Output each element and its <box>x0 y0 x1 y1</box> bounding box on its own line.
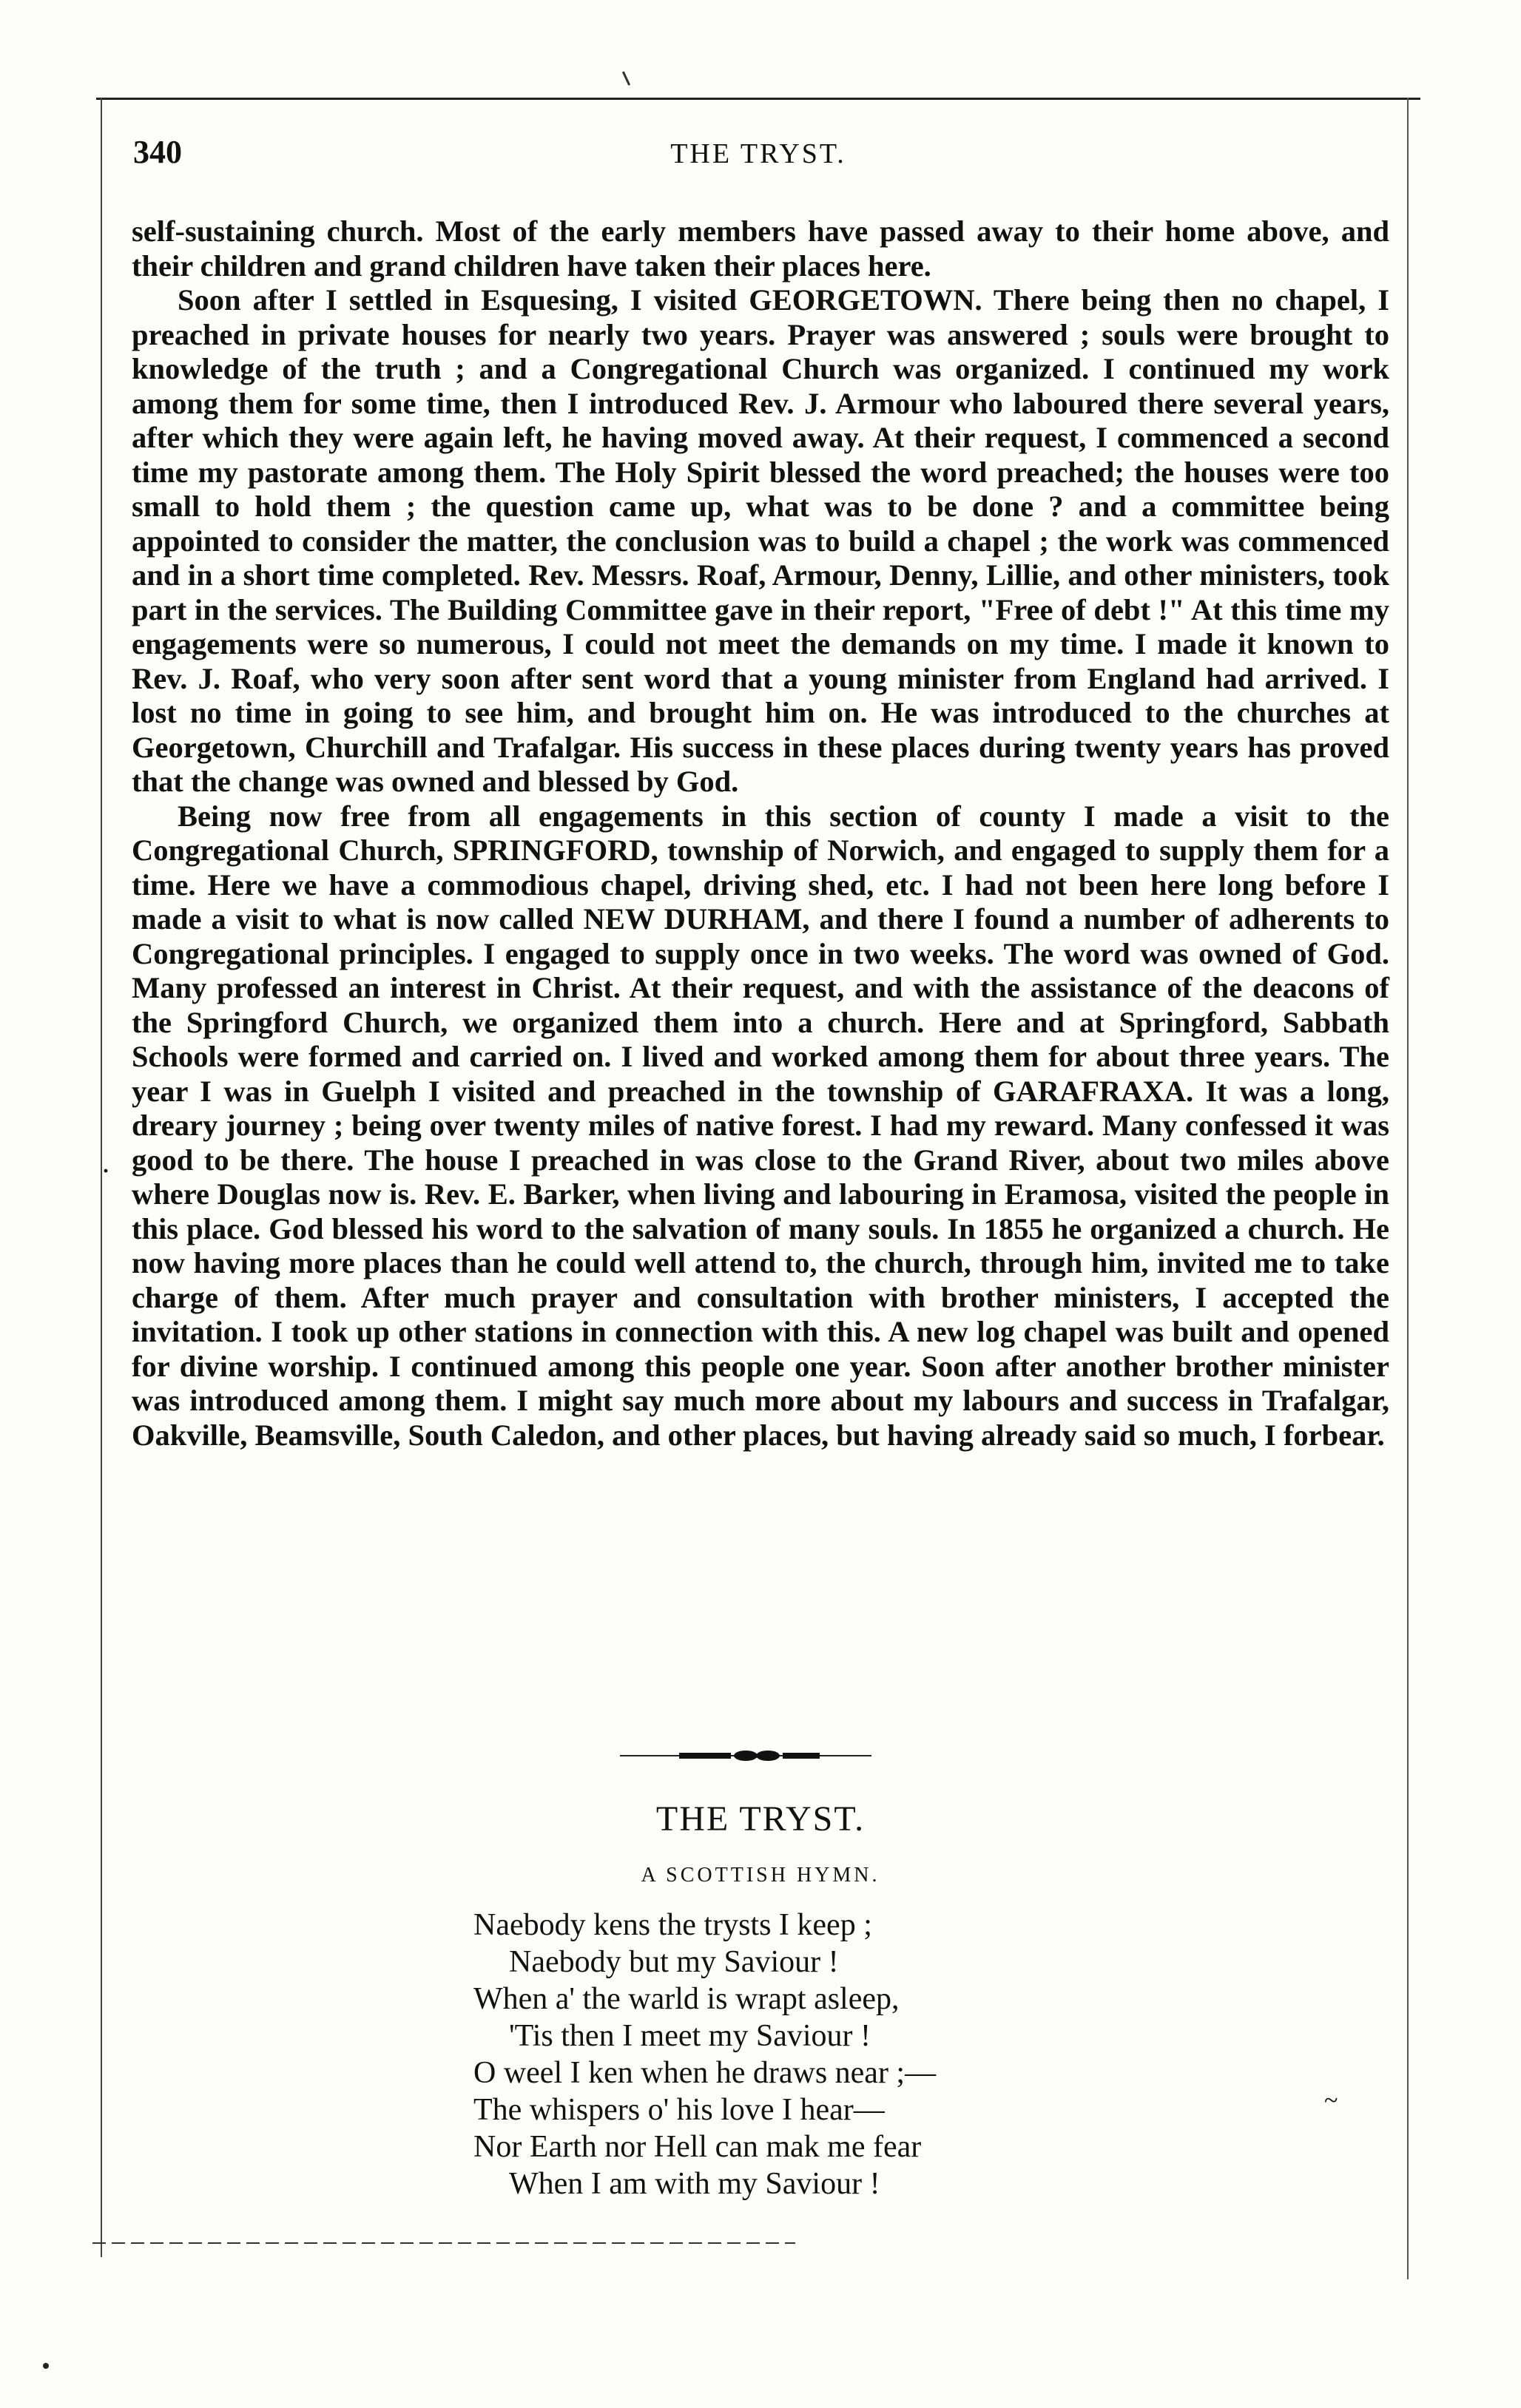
poem-line: When I am with my Saviour ! <box>509 2167 880 2201</box>
margin-mark: · <box>102 1159 110 1183</box>
top-rule <box>96 98 1420 100</box>
stray-mark <box>622 71 630 85</box>
running-title: THE TRYST. <box>670 138 846 169</box>
paragraph: self-sustaining church. Most of the early members have passed away to their home above, and their children and grand children have taken their places here. <box>132 214 1389 283</box>
paragraph: Soon after I settled in Esquesing, I visited GEORGETOWN. There being then no chapel, I preached in private houses for nearly two years. Prayer was answered ; souls were brought to knowledge of the truth ; and a Congregational Church was organized. I continued my work among them for some time, then I introduced Rev. J. Armour who laboured there several years, after which they were again left, he having moved away. At their request, I commenced a second time my pastorate among them. The Holy Spirit blessed the word preached; the houses were too small to hold them ; the question came up, what was to be done ? and a committee being appointed to consider the matter, the conclusion was to build a chapel ; the work was commenced and in a short time completed. Rev. Messrs. Roaf, Armour, Denny, Lillie, and other ministers, took part in the services. The Building Committee gave in their report, "Free of debt !" At this time my engagements were so numerous, I could not meet the demands on my time. I made it known to Rev. J. Roaf, who very soon after sent word that a young minister from England had arrived. I lost no time in going to see him, and brought him on. He was introduced to the churches at Georgetown, Churchill and Trafalgar. His success in these places during twenty years has proved that the change was owned and blessed by God. <box>132 283 1389 798</box>
paragraph: Being now free from all engagements in this section of county I made a visit to the Congregational Church, SPRINGFORD, township of Norwich, and engaged to supply them for a time. Here we have a commodious chapel, driving shed, etc. I had not been here long before I made a visit to what is now called NEW DURHAM, and there I found a number of adherents to Congregational principles. I engaged to supply once in two weeks. The word was owned of God. Many professed an interest in Christ. At their request, and with the assistance of the deacons of the Springford Church, we organized them into a church. Here and at Springford, Sabbath Schools were formed and carried on. I lived and worked among them for about three years. The year I was in Guelph I visited and preached in the township of GARAFRAXA. It was a long, dreary journey ; being over twenty miles of native forest. I had my reward. Many confessed it was good to be there. The house I preached in was close to the Grand River, about two miles above where Douglas now is. Rev. E. Barker, when living and labouring in Eramosa, visited the people in this place. God blessed his word to the salvation of many souls. In 1855 he organized a church. He now having more places than he could well attend to, the church, through him, invited me to take charge of them. After much prayer and consultation with brother ministers, I accepted the invitation. I took up other stations in connection with this. A new log chapel was built and opened for divine worship. I continued among this people one year. Soon after another brother minister was introduced among them. I might say much more about my labours and success in Trafalgar, Oakville, Beamsville, South Caledon, and other places, but having already said so much, I forbear. <box>132 799 1389 1452</box>
poem-line: When a' the warld is wrapt asleep, <box>473 1982 900 2016</box>
poem-line: The whispers o' his love I hear— <box>473 2093 885 2127</box>
poem-title: THE TRYST. <box>655 1799 866 1839</box>
margin-mark <box>43 2363 49 2369</box>
right-rule <box>1407 98 1409 2279</box>
poem-line: 'Tis then I meet my Saviour ! <box>509 2019 871 2053</box>
poem-line: Nor Earth nor Hell can mak me fear <box>473 2130 922 2164</box>
poem-line: Naebody but my Saviour ! <box>509 1945 839 1979</box>
margin-mark: ~ <box>1324 2087 1338 2114</box>
article-body <box>132 214 1389 1452</box>
poem-subtitle: A SCOTTISH HYMN. <box>641 1864 880 1887</box>
poem-line: Naebody kens the trysts I keep ; <box>473 1908 872 1942</box>
poem-line: O weel I ken when he draws near ;— <box>473 2056 937 2090</box>
running-head <box>133 133 1383 177</box>
poem <box>473 1907 1139 2202</box>
page-number: 340 <box>133 134 182 170</box>
section-divider-ornament <box>620 1748 871 1763</box>
bottom-rule <box>92 2242 795 2244</box>
